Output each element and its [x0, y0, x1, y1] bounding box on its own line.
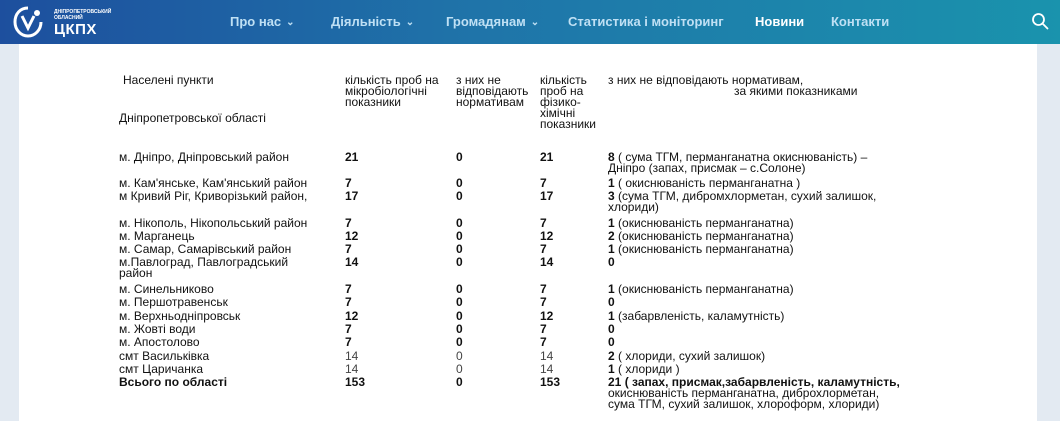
logo-title: ЦКПХ	[54, 21, 97, 38]
row-micro-fail: 0	[456, 349, 463, 363]
row-fail-indicators-cont: хлориди)	[608, 200, 659, 214]
row-chem-count: 7	[540, 176, 547, 190]
row-micro-count: 7	[345, 295, 352, 309]
header-micro-fail: з них не відповідають нормативам	[456, 73, 529, 109]
row-settlement: м. Кам'янське, Кам'янський район	[119, 176, 308, 190]
chevron-down-icon: ⌄	[530, 17, 540, 28]
row-micro-fail: 0	[456, 176, 463, 190]
header-settlements: Населені пункти	[123, 73, 214, 87]
row-micro-count: 153	[345, 375, 366, 389]
row-fail-indicators: (забарвленість, каламутність)	[614, 309, 785, 323]
row-chem-fail-detail	[608, 217, 794, 229]
row-chem-fail: 2	[608, 349, 615, 363]
chevron-down-icon: ⌄	[286, 17, 295, 28]
row-fail-indicators: ( запах, присмак,забарвленість, каламутність,	[621, 375, 900, 389]
row-micro-fail: 0	[456, 295, 463, 309]
logo-subtitle: ДНІПРОПЕТРОВСЬКИЙ ОБЛАСНИЙ	[54, 9, 112, 21]
row-micro-count: 21	[345, 150, 359, 164]
row-chem-count: 14	[540, 255, 554, 269]
row-micro-fail: 0	[456, 335, 463, 349]
header-chem-fail: з них не відповідають нормативам,	[608, 73, 804, 87]
row-fail-indicators: (окиснюваність перманганатна)	[614, 282, 794, 296]
row-chem-fail-detail	[608, 363, 680, 375]
row-chem-fail-detail	[608, 336, 615, 348]
row-chem-count: 7	[540, 216, 547, 230]
row-micro-fail: 0	[456, 255, 463, 269]
row-micro-count: 12	[345, 229, 359, 243]
row-chem-count: 7	[540, 242, 547, 256]
row-chem-count: 7	[540, 295, 547, 309]
row-fail-indicators-cont: окиснюваність перманганатна, диброхлорметан,	[608, 386, 880, 400]
row-fail-indicators: ( хлориди, сухий залишок)	[614, 349, 766, 363]
row-chem-fail-detail	[608, 243, 794, 255]
row-chem-fail-detail	[608, 256, 615, 268]
row-settlement: м. Самар, Самарівський район	[119, 242, 292, 256]
row-chem-fail: 1	[608, 176, 615, 190]
row-settlement: м. Першотравенськ	[119, 295, 228, 309]
row-settlement: м. Синельниково	[119, 282, 214, 296]
row-chem-fail: 1	[608, 282, 615, 296]
article-content	[19, 44, 1037, 421]
water-quality-table	[19, 44, 1037, 421]
row-micro-fail: 0	[456, 150, 463, 164]
row-chem-fail: 0	[608, 322, 615, 336]
row-fail-indicators: ( сума ТГМ, перманганатна окиснюваність) –	[614, 150, 868, 164]
row-settlement: Всього по області	[119, 375, 228, 389]
row-chem-count: 14	[540, 362, 554, 376]
row-chem-count: 12	[540, 229, 554, 243]
row-micro-count: 17	[345, 189, 359, 203]
row-chem-fail: 0	[608, 295, 615, 309]
row-fail-indicators: (сума ТГМ, дибромхлорметан, сухий залишок,	[614, 189, 877, 203]
row-fail-indicators: ( окиснюваність перманганатна )	[614, 176, 801, 190]
row-chem-count: 7	[540, 282, 547, 296]
nav-statistics[interactable]: Статистика і моніторинг	[568, 14, 724, 29]
row-chem-count: 153	[540, 375, 561, 389]
row-micro-fail: 0	[456, 229, 463, 243]
row-micro-count: 12	[345, 309, 359, 323]
nav-activity[interactable]: Діяльність ⌄	[331, 14, 415, 29]
site-header	[0, 0, 1060, 44]
row-settlement: м. Нікополь, Нікопольський район	[119, 216, 308, 230]
row-chem-fail: 3	[608, 189, 615, 203]
row-micro-fail: 0	[456, 375, 463, 389]
row-chem-fail: 1	[608, 362, 615, 376]
row-settlement: смт Васильківка	[119, 349, 210, 363]
header-region: Дніпропетровської області	[119, 111, 266, 125]
row-chem-count: 7	[540, 335, 547, 349]
row-chem-fail-detail	[608, 350, 765, 362]
row-chem-count: 12	[540, 309, 554, 323]
row-micro-count: 7	[345, 322, 352, 336]
row-chem-fail-detail	[608, 177, 800, 189]
row-fail-indicators: (окиснюваність перманганатна)	[614, 229, 794, 243]
row-micro-count: 7	[345, 216, 352, 230]
nav-news[interactable]: Новини	[755, 14, 805, 29]
row-micro-fail: 0	[456, 282, 463, 296]
row-micro-count: 7	[345, 335, 352, 349]
header-chem-samples: кількість проб на фізико-хімічні показники	[540, 73, 597, 131]
row-settlement-cont: район	[119, 266, 153, 280]
row-micro-count: 14	[345, 349, 359, 363]
row-chem-fail-detail	[608, 296, 615, 308]
search-icon[interactable]	[1031, 12, 1049, 30]
row-chem-fail: 2	[608, 229, 615, 243]
site-logo[interactable]	[12, 6, 172, 38]
row-chem-fail-detail	[608, 310, 784, 322]
row-micro-fail: 0	[456, 322, 463, 336]
row-chem-fail-detail	[608, 230, 794, 242]
row-chem-fail: 0	[608, 255, 615, 269]
row-chem-fail: 8	[608, 150, 615, 164]
row-settlement: м. Жовті води	[119, 322, 196, 336]
row-chem-count: 14	[540, 349, 554, 363]
header-indicators: за якими показниками	[734, 84, 858, 98]
row-settlement: м. Апостолово	[119, 335, 200, 349]
nav-contacts[interactable]: Контакти	[831, 14, 890, 29]
row-micro-fail: 0	[456, 216, 463, 230]
row-fail-indicators: (окиснюваність перманганатна)	[614, 216, 794, 230]
row-chem-fail: 1	[608, 242, 615, 256]
row-fail-indicators-cont: сума ТГМ, сухий залишок, хлороформ, хлориди)	[608, 397, 880, 411]
row-micro-fail: 0	[456, 189, 463, 203]
row-settlement: м. Марганець	[119, 229, 195, 243]
row-micro-count: 7	[345, 176, 352, 190]
row-micro-fail: 0	[456, 309, 463, 323]
nav-about[interactable]: Про нас ⌄	[230, 14, 295, 29]
row-micro-count: 14	[345, 362, 359, 376]
nav-citizens[interactable]: Громадянам ⌄	[446, 14, 540, 29]
row-chem-count: 21	[540, 150, 554, 164]
row-chem-fail-detail	[608, 323, 615, 335]
row-settlement: м. Верхньодніпровськ	[119, 309, 241, 323]
row-chem-count: 7	[540, 322, 547, 336]
logo-emblem-icon	[12, 6, 44, 38]
row-chem-fail: 1	[608, 216, 615, 230]
header-micro-samples: кількість проб на мікробіологічні показники	[345, 73, 439, 109]
row-chem-fail: 1	[608, 309, 615, 323]
row-settlement: смт Царичанка	[119, 362, 204, 376]
row-chem-fail-detail	[608, 283, 794, 295]
chevron-down-icon: ⌄	[405, 17, 415, 28]
row-chem-fail: 21	[608, 375, 622, 389]
row-micro-fail: 0	[456, 362, 463, 376]
row-micro-count: 7	[345, 242, 352, 256]
row-chem-count: 17	[540, 189, 554, 203]
row-fail-indicators: ( хлориди )	[614, 362, 680, 376]
row-fail-indicators: (окиснюваність перманганатна)	[614, 242, 794, 256]
row-settlement: м.Павлоград, Павлоградський	[119, 255, 289, 269]
row-settlement: м. Дніпро, Дніпровський район	[119, 150, 289, 164]
row-micro-count: 14	[345, 255, 359, 269]
row-micro-fail: 0	[456, 242, 463, 256]
row-fail-indicators-cont: Дніпро (запах, присмак – с.Солоне)	[608, 161, 806, 175]
row-chem-fail: 0	[608, 335, 615, 349]
row-micro-count: 7	[345, 282, 352, 296]
row-settlement: м Кривий Ріг, Криворізький район,	[119, 189, 308, 203]
